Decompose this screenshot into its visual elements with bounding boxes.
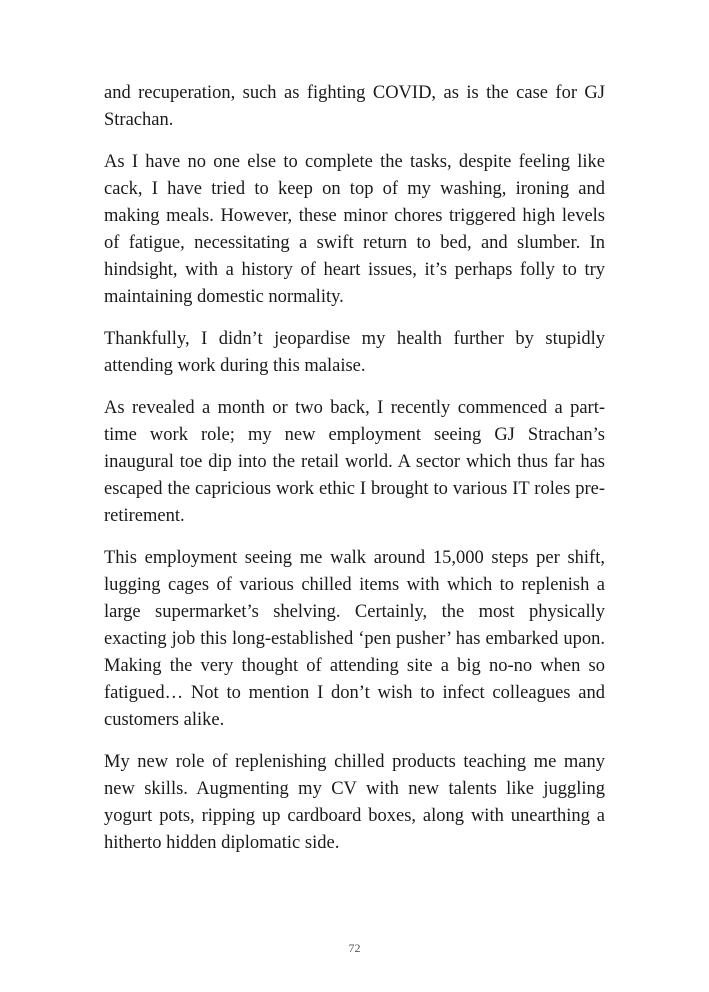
paragraph-1: and recuperation, such as fighting COVID, as is the case for GJ Strachan. — [104, 83, 605, 130]
page-number: 72 — [348, 941, 361, 955]
body-text — [104, 80, 605, 872]
paragraph-3: Thankfully, I didn’t jeopardise my health further by stupidly attending work during this malaise. — [104, 329, 605, 376]
paragraph-5: This employment seeing me walk around 15,000 steps per shift, lugging cages of various chilled items with which to replenish a large supermarket’s shelving. Certainly, the most physically exacting job this long-established ‘pen pusher’ has embarked upon. Making the very thought of attending site a big no-no when so fatigued… Not to mention I don’t wish to infect colleagues and customers alike. — [104, 548, 605, 730]
paragraph-2: As I have no one else to complete the tasks, despite feeling like cack, I have tried to keep on top of my washing, ironing and making meals. However, these minor chores triggered high levels of fatigue, necessitating a swift return to bed, and slumber. In hindsight, with a history of heart issues, it’s perhaps folly to try maintaining domestic normality. — [104, 152, 605, 307]
paragraph-4: As revealed a month or two back, I recently commenced a part-time work role; my new employment seeing GJ Strachan’s inaugural toe dip into the retail world. A sector which thus far has escaped the capricious work ethic I brought to various IT roles pre-retirement. — [104, 398, 605, 526]
paragraph-6: My new role of replenishing chilled products teaching me many new skills. Augmenting my CV with new talents like juggling yogurt pots, ripping up cardboard boxes, along with unearthing a hitherto hidden diplomatic side. — [104, 752, 605, 853]
